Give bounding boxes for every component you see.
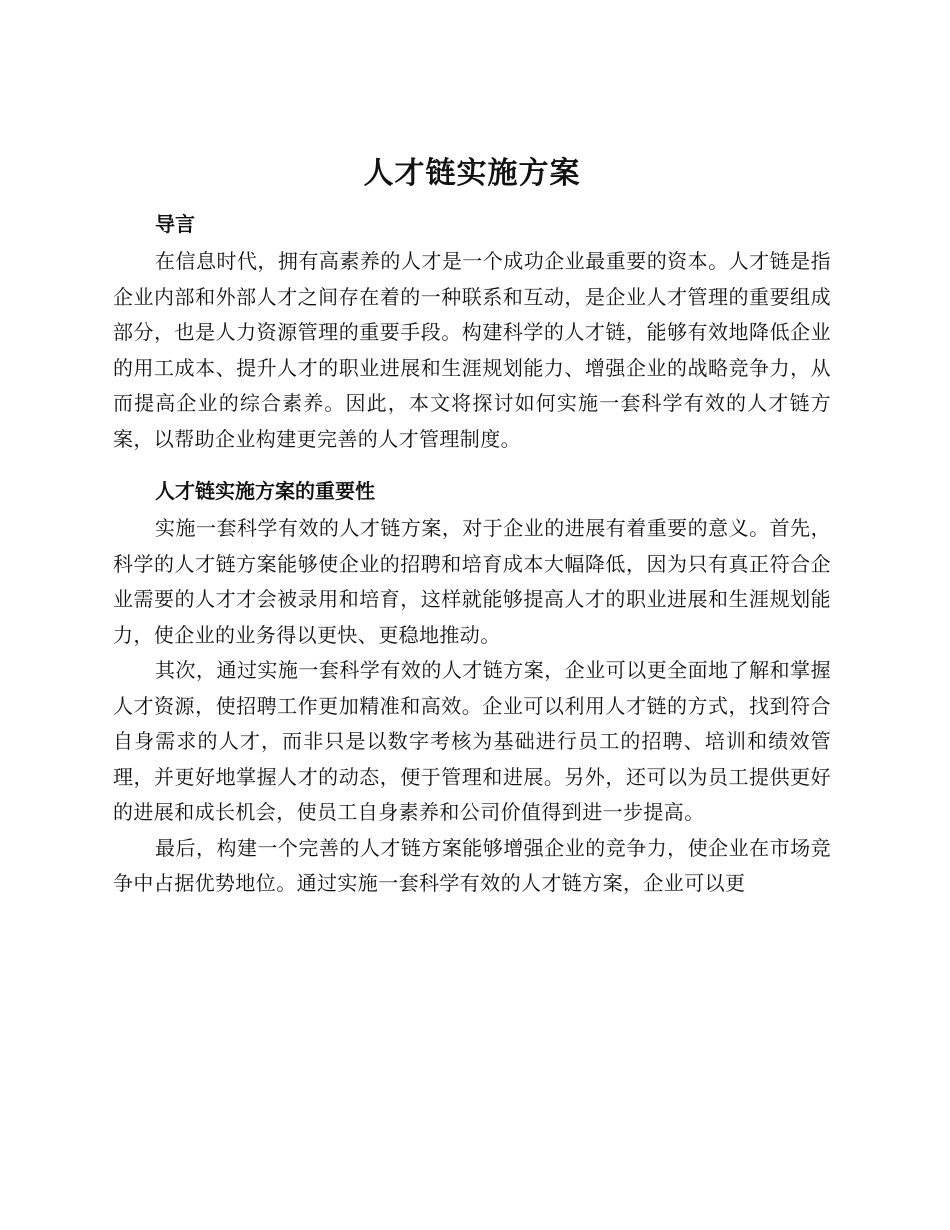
paragraph-intro: 在信息时代，拥有高素养的人才是一个成功企业最重要的资本。人才链是指企业内部和外部人才之间存在着的一种联系和互动，是企业人才管理的重要组成部分，也是人力资源管理的重要手段。构建科学的人才链，能够有效地降低企业的用工成本、提升人才的职业进展和生涯规划能力、增强企业的战略竞争力，从而提高企业的综合素养。因此，本文将探讨如何实施一套科学有效的人才链方案，以帮助企业构建更完善的人才管理制度。 <box>113 249 831 451</box>
section-heading-importance: 人才链实施方案的重要性 <box>155 479 375 503</box>
section-heading-intro: 导言 <box>155 212 195 236</box>
paragraph-importance-3: 最后，构建一个完善的人才链方案能够增强企业的竞争力，使企业在市场竞争中占据优势地位。通过实施一套科学有效的人才链方案，企业可以更 <box>113 835 831 895</box>
paragraph-importance-1: 实施一套科学有效的人才链方案，对于企业的进展有着重要的意义。首先，科学的人才链方案能够使企业的招聘和培育成本大幅降低，因为只有真正符合企业需要的人才才会被录用和培育，这样就能够提高人才的职业进展和生涯规划能力，使企业的业务得以更快、更稳地推动。 <box>113 516 831 647</box>
document-title: 人才链实施方案 <box>363 156 581 191</box>
document-page <box>113 150 831 902</box>
paragraph-importance-2: 其次，通过实施一套科学有效的人才链方案，企业可以更全面地了解和掌握人才资源，使招聘工作更加精准和高效。企业可以利用人才链的方式，找到符合自身需求的人才，而非只是以数字考核为基础进行员工的招聘、培训和绩效管理，并更好地掌握人才的动态，便于管理和进展。另外，还可以为员工提供更好的进展和成长机会，使员工自身素养和公司价值得到进一步提高。 <box>113 658 831 824</box>
